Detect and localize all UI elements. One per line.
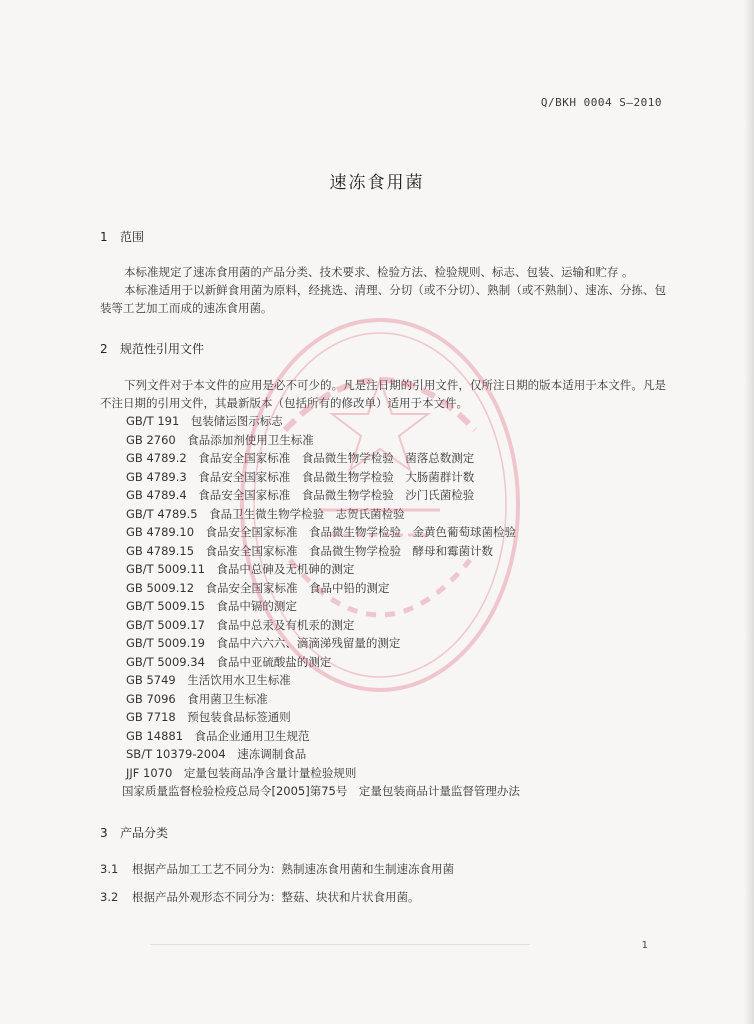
section-2-intro [100, 376, 666, 412]
reference-item: GB/T 5009.34 食品中亚硫酸盐的测定 [126, 654, 332, 669]
reference-item: GB 4789.15 食品安全国家标准 食品微生物学检验 酵母和霉菌计数 [126, 543, 494, 558]
reference-item: GB 5749 生活饮用水卫生标准 [126, 673, 291, 687]
section-1-body [100, 263, 666, 317]
clause-3-2 [100, 889, 420, 905]
reference-item: SB/T 10379-2004 速冻调制食品 [126, 747, 307, 761]
page-edge-shadow [744, 0, 754, 1024]
clause-number: 3.1 [100, 862, 119, 876]
clause-text: 根据产品加工工艺不同分为：熟制速冻食用菌和生制速冻食用菌 [132, 862, 454, 876]
document-title: 速冻食用菌 [329, 173, 425, 193]
reference-item: GB 2760 食品添加剂使用卫生标准 [126, 432, 314, 447]
clause-text: 根据产品外观形态不同分为：整菇、块状和片状食用菌。 [132, 890, 420, 904]
standard-code: Q/BKH 0004 S—2010 [540, 96, 662, 109]
section-1-number: 1 [100, 230, 108, 244]
section-2-title: 规范性引用文件 [120, 342, 205, 356]
reference-item: GB/T 5009.15 食品中镉的测定 [126, 599, 297, 613]
scope-paragraph: 本标准适用于以新鲜食用菌为原料，经挑选、清理、分切（或不分切）、熟制（或不熟制）、速冻、分拣、包装等工艺加工而成的速冻食用菌。 [100, 283, 666, 315]
section-1-title: 范围 [120, 230, 145, 244]
reference-item: GB 4789.2 食品安全国家标准 食品微生物学检验 菌落总数测定 [126, 451, 475, 465]
reference-item: GB/T 5009.17 食品中总汞及有机汞的测定 [126, 617, 355, 632]
reference-item: GB 5009.12 食品安全国家标准 食品中铅的测定 [126, 580, 390, 595]
section-2-number: 2 [100, 342, 108, 356]
reference-list [122, 412, 520, 801]
section-2-heading [100, 340, 204, 357]
reference-item: GB 4789.10 食品安全国家标准 食品微生物学检验 金黄色葡萄球菌检验 [126, 525, 517, 539]
reference-item: GB 4789.3 食品安全国家标准 食品微生物学检验 大肠菌群计数 [126, 469, 475, 484]
reference-item: GB/T 5009.11 食品中总砷及无机砷的测定 [126, 562, 355, 576]
reference-item: 国家质量监督检验检疫总局令[2005]第75号 定量包装商品计量监督管理办法 [122, 784, 520, 798]
section-3-heading [100, 824, 168, 841]
reference-item: GB/T 191 包装储运图示标志 [126, 414, 283, 428]
page-number: 1 [641, 940, 648, 951]
footer-rule [150, 944, 530, 945]
reference-item: GB 14881 食品企业通用卫生规范 [126, 728, 310, 743]
reference-item: GB 4789.4 食品安全国家标准 食品微生物学检验 沙门氏菌检验 [126, 488, 475, 502]
section-3-title: 产品分类 [120, 826, 169, 840]
clause-number: 3.2 [100, 890, 119, 904]
section-3-number: 3 [100, 826, 108, 840]
clause-3-1 [100, 861, 454, 877]
reference-item: JJF 1070 定量包装商品净含量计量检验规则 [126, 765, 357, 780]
reference-item: GB 7096 食用菌卫生标准 [126, 691, 268, 706]
reference-item: GB/T 4789.5 食品卫生微生物学检验 志贺氏菌检验 [126, 506, 405, 521]
reference-item: GB 7718 预包装食品标签通则 [126, 710, 291, 724]
section-1-heading [100, 228, 144, 245]
reference-item: GB/T 5009.19 食品中六六六、滴滴涕残留量的测定 [126, 636, 401, 650]
scope-paragraph: 本标准规定了速冻食用菌的产品分类、技术要求、检验方法、检验规则、标志、包装、运输和贮存 。 [124, 265, 634, 279]
normative-intro-text: 下列文件对于本文件的应用是必不可少的。凡是注日期的引用文件，仅所注日期的版本适用于本文件。凡是不注日期的引用文件，其最新版本（包括所有的修改单）适用于本文件。 [100, 378, 666, 410]
